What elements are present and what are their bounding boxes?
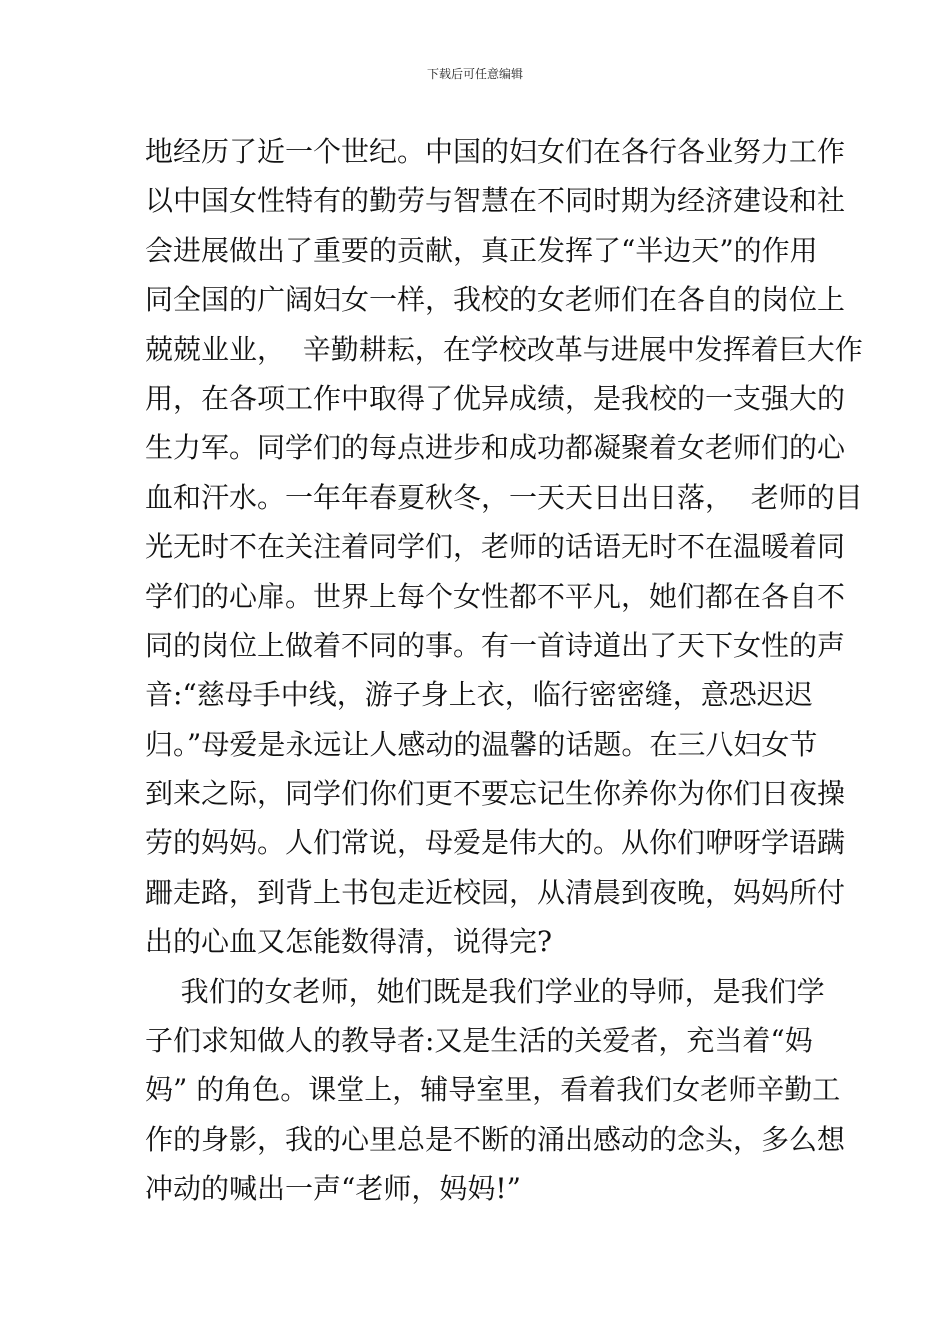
text-line: 血和汗水。一年年春夏秋冬，一天天日出日落， 老师的目 xyxy=(145,480,863,514)
text-line: 用，在各项工作中取得了优异成绩，是我校的一支强大的 xyxy=(145,381,846,415)
page-header: 下载后可任意编辑 xyxy=(426,67,523,81)
text-line: 生力军。同学们的每点进步和成功都凝聚着女老师们的心 xyxy=(145,431,846,465)
text-line: 兢兢业业， 辛勤耕耘，在学校改革与进展中发挥着巨大作 xyxy=(145,332,863,366)
body-text xyxy=(145,127,863,1214)
text-line: 以中国女性特有的勤劳与智慧在不同时期为经济建设和社 xyxy=(145,184,846,218)
text-line: 同的岗位上做着不同的事。有一首诗道出了天下女性的声 xyxy=(145,628,846,662)
text-line: 子们求知做人的教导者:又是生活的关爱者，充当着“妈 xyxy=(145,1024,813,1058)
text-line: 妈” 的角色。课堂上，辅导室里，看着我们女老师辛勤工 xyxy=(145,1073,841,1107)
text-line: 跚走路，到背上书包走近校园，从清晨到夜晚，妈妈所付 xyxy=(145,875,846,909)
text-line: 会进展做出了重要的贡献，真正发挥了“半边天”的作用 xyxy=(145,233,818,267)
text-line: 地经历了近一个世纪。中国的妇女们在各行各业努力工作 xyxy=(145,135,846,168)
text-line: 劳的妈妈。人们常说，母爱是伟大的。从你们咿呀学语蹒 xyxy=(145,826,846,860)
text-line: 归。”母爱是永远让人感动的温馨的话题。在三八妇女节 xyxy=(145,727,818,761)
text-line: 学们的心扉。世界上每个女性都不平凡，她们都在各自不 xyxy=(145,579,846,613)
text-line: 光无时不在关注着同学们，老师的话语无时不在温暖着同 xyxy=(145,530,846,564)
text-line: 作的身影，我的心里总是不断的涌出感动的念头，多么想 xyxy=(145,1122,846,1156)
text-line: 音:“慈母手中线，游子身上衣，临行密密缝，意恐迟迟 xyxy=(145,678,813,712)
text-line: 出的心血又怎能数得清，说得完? xyxy=(145,925,553,959)
paragraph-start-line: 我们的女老师，她们既是我们学业的导师，是我们学 xyxy=(145,974,825,1008)
text-line: 同全国的广阔妇女一样，我校的女老师们在各自的岗位上 xyxy=(145,283,846,317)
text-line: 到来之际，同学们你们更不要忘记生你养你为你们日夜操 xyxy=(145,777,846,811)
text-line: 冲动的喊出一声“老师，妈妈!” xyxy=(145,1172,521,1206)
